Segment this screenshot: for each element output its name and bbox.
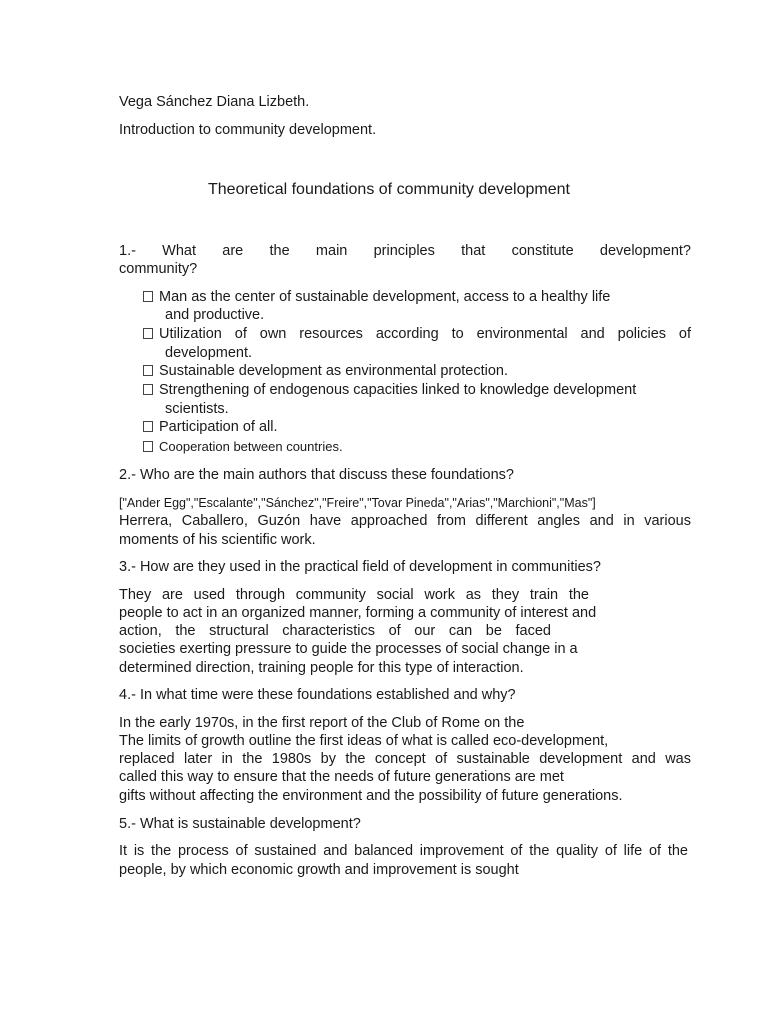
question-4: 4.- In what time were these foundations established and why? [119, 687, 516, 703]
principle-item: Utilization of own resources according to environmental and policies of [143, 325, 691, 343]
checkbox-bullet-icon [143, 441, 153, 452]
author-name: Vega Sánchez Diana Lizbeth. [119, 94, 310, 110]
question-1-line-2: community? [119, 261, 198, 277]
question-1-line-1: 1.- What are the main principles that constitute development? [119, 243, 691, 259]
document-title: Theoretical foundations of community development [208, 181, 570, 198]
answer-3-line: action, the structural characteristics of our can be faced [119, 623, 551, 639]
question-3: 3.- How are they used in the practical field of development in communities? [119, 559, 601, 575]
answer-3-line: determined direction, training people for this type of interaction. [119, 660, 524, 676]
principle-item-continuation: scientists. [165, 401, 229, 417]
answer-2-line: Herrera, Caballero, Guzón have approached from different angles and in various [119, 513, 691, 529]
answer-5-line: people, by which economic growth and improvement is sought [119, 862, 519, 878]
answer-3-line: societies exerting pressure to guide the processes of social change in a [119, 641, 578, 657]
principle-item: Participation of all. [143, 418, 277, 436]
answer-2-line: moments of his scientific work. [119, 532, 316, 548]
principle-item: Sustainable development as environmental protection. [143, 362, 508, 380]
principle-item: Cooperation between countries. [143, 438, 343, 456]
question-5: 5.- What is sustainable development? [119, 816, 361, 832]
answer-4-line: called this way to ensure that the needs of future generations are met [119, 769, 564, 785]
answer-4-line: The limits of growth outline the first ideas of what is called eco-development, [119, 733, 609, 749]
principle-item: Strengthening of endogenous capacities linked to knowledge development [143, 381, 636, 399]
answer-3-line: They are used through community social work as they train the [119, 587, 589, 603]
authors-list: ["Ander Egg","Escalante","Sánchez","Freire","Tovar Pineda","Arias","Marchioni","Mas"] [119, 496, 596, 510]
answer-4-line: In the early 1970s, in the first report of the Club of Rome on the [119, 715, 525, 731]
checkbox-bullet-icon [143, 421, 153, 432]
answer-5-line: It is the process of sustained and balanced improvement of the quality of life of the [119, 843, 688, 859]
checkbox-bullet-icon [143, 291, 153, 302]
checkbox-bullet-icon [143, 328, 153, 339]
principle-item-continuation: development. [165, 345, 253, 361]
question-2: 2.- Who are the main authors that discuss these foundations? [119, 467, 514, 483]
answer-4-line: replaced later in the 1980s by the concept of sustainable development and was [119, 751, 691, 767]
answer-4-line: gifts without affecting the environment and the possibility of future generations. [119, 788, 623, 804]
answer-3-line: people to act in an organized manner, forming a community of interest and [119, 605, 597, 621]
checkbox-bullet-icon [143, 384, 153, 395]
principle-item: Man as the center of sustainable development, access to a healthy life [143, 288, 610, 306]
course-name: Introduction to community development. [119, 122, 377, 138]
checkbox-bullet-icon [143, 365, 153, 376]
principle-item-continuation: and productive. [165, 307, 265, 323]
